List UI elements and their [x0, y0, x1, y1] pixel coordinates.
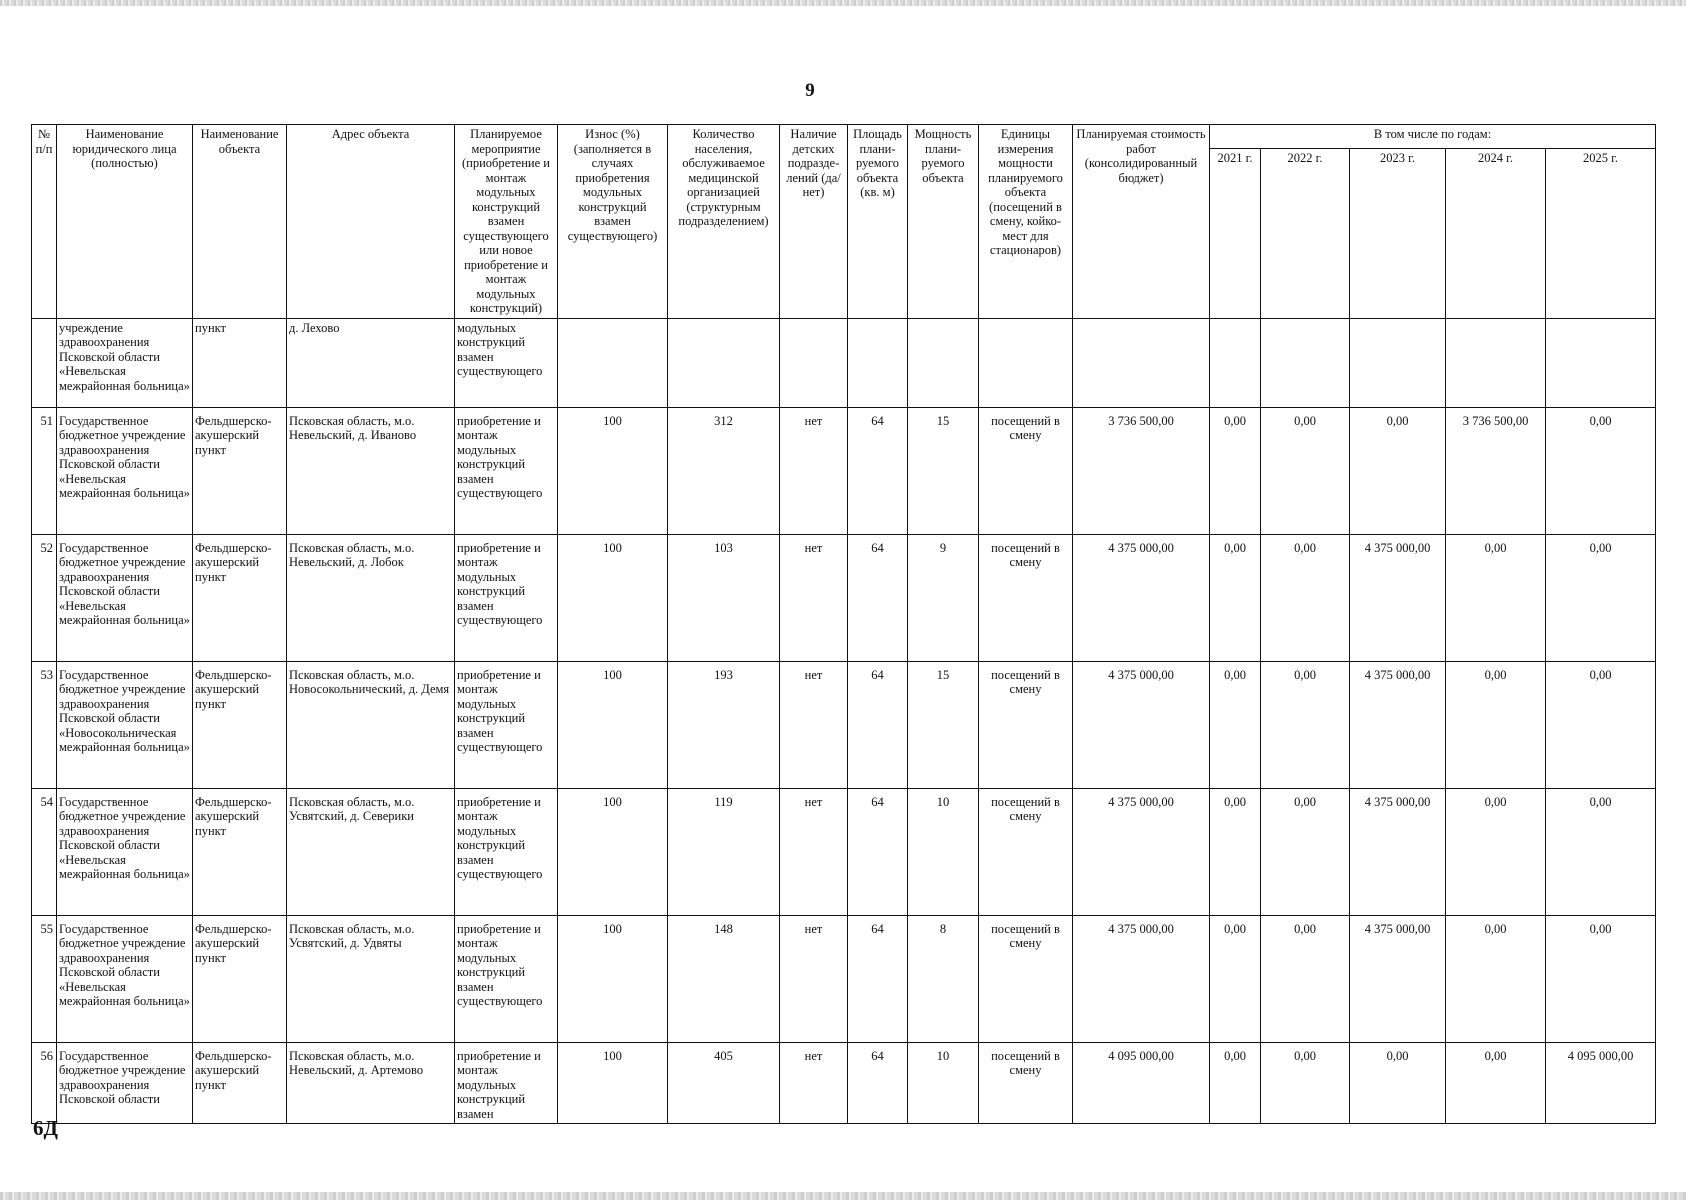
cell-year-2025: 0,00	[1546, 407, 1656, 534]
cell-children-units: нет	[780, 407, 848, 534]
cell-org: Государственное бюджетное учреждение здравоохранения Псковской области «Невельская межрайонная больница»	[57, 788, 193, 915]
cell-wear: 100	[558, 534, 668, 661]
cell-object: Фельдшерско-акушерский пункт	[193, 915, 287, 1042]
cell-children-units	[780, 318, 848, 407]
cell-year-2022: 0,00	[1261, 788, 1350, 915]
header-object: Наименование объекта	[193, 125, 287, 319]
cell-planned-action: приобретение и монтаж модульных конструкций взамен существующего	[455, 661, 558, 788]
cell-population: 193	[668, 661, 780, 788]
cell-year-2023	[1350, 318, 1446, 407]
cell-year-2025: 0,00	[1546, 788, 1656, 915]
header-num: № п/п	[32, 125, 57, 319]
cell-org: Государственное бюджетное учреждение здравоохранения Псковской области	[57, 1042, 193, 1124]
header-units: Единицы измерения мощности планируемого объекта (посещений в смену, койко-мест для стационаров)	[979, 125, 1073, 319]
cell-units: посещений в смену	[979, 1042, 1073, 1124]
scan-edge-bottom	[0, 1192, 1686, 1200]
table-row	[32, 534, 1656, 661]
cell-object: Фельдшерско-акушерский пункт	[193, 788, 287, 915]
cell-cost	[1073, 318, 1210, 407]
cell-wear: 100	[558, 661, 668, 788]
cell-children-units: нет	[780, 661, 848, 788]
cell-area: 64	[848, 407, 908, 534]
cell-year-2023: 4 375 000,00	[1350, 788, 1446, 915]
cell-year-2021: 0,00	[1210, 534, 1261, 661]
cell-planned-action: модульных конструкций взамен существующего	[455, 318, 558, 407]
cell-num: 53	[32, 661, 57, 788]
cell-year-2023: 0,00	[1350, 1042, 1446, 1124]
cell-num: 52	[32, 534, 57, 661]
document-code: 6Д	[33, 1116, 58, 1140]
cell-org: Государственное бюджетное учреждение здравоохранения Псковской области «Новосокольническая межрайонная больница»	[57, 661, 193, 788]
cell-population: 119	[668, 788, 780, 915]
header-year-2021: 2021 г.	[1210, 149, 1261, 318]
continuation-row	[32, 318, 1656, 407]
cell-year-2024: 0,00	[1446, 915, 1546, 1042]
cell-address: Псковская область, м.о. Новосокольнический, д. Демя	[287, 661, 455, 788]
cell-year-2025	[1546, 318, 1656, 407]
cell-wear: 100	[558, 788, 668, 915]
cell-capacity: 8	[908, 915, 979, 1042]
cell-children-units: нет	[780, 915, 848, 1042]
cell-capacity: 15	[908, 661, 979, 788]
header-area: Площадь плани-руемого объекта (кв. м)	[848, 125, 908, 319]
header-planned-action: Планируемое мероприятие (приобретение и монтаж модульных конструкций взамен существующего или новое приобретение и монтаж модульных конструкций)	[455, 125, 558, 319]
registry-table	[31, 124, 1656, 1124]
cell-wear: 100	[558, 915, 668, 1042]
cell-year-2021: 0,00	[1210, 661, 1261, 788]
cell-year-2021: 0,00	[1210, 788, 1261, 915]
cell-address: Псковская область, м.о. Усвятский, д. Удвяты	[287, 915, 455, 1042]
cell-year-2023: 0,00	[1350, 407, 1446, 534]
cell-population	[668, 318, 780, 407]
cell-planned-action: приобретение и монтаж модульных конструкций взамен существующего	[455, 534, 558, 661]
cell-area	[848, 318, 908, 407]
cell-org: Государственное бюджетное учреждение здравоохранения Псковской области «Невельская межрайонная больница»	[57, 534, 193, 661]
cell-population: 405	[668, 1042, 780, 1124]
cell-year-2023: 4 375 000,00	[1350, 661, 1446, 788]
table-row	[32, 1042, 1656, 1124]
cell-year-2023: 4 375 000,00	[1350, 915, 1446, 1042]
cell-units: посещений в смену	[979, 915, 1073, 1042]
cell-area: 64	[848, 1042, 908, 1124]
cell-population: 148	[668, 915, 780, 1042]
cell-population: 312	[668, 407, 780, 534]
cell-year-2025: 4 095 000,00	[1546, 1042, 1656, 1124]
header-years-group: В том числе по годам:	[1210, 125, 1656, 149]
cell-year-2022: 0,00	[1261, 534, 1350, 661]
cell-planned-action: приобретение и монтаж модульных конструкций взамен существующего	[455, 915, 558, 1042]
cell-area: 64	[848, 788, 908, 915]
cell-cost: 4 375 000,00	[1073, 534, 1210, 661]
cell-cost: 3 736 500,00	[1073, 407, 1210, 534]
cell-address: Псковская область, м.о. Невельский, д. Лобок	[287, 534, 455, 661]
cell-capacity	[908, 318, 979, 407]
cell-year-2025: 0,00	[1546, 915, 1656, 1042]
cell-wear: 100	[558, 1042, 668, 1124]
cell-capacity: 10	[908, 788, 979, 915]
cell-year-2024	[1446, 318, 1546, 407]
cell-address: Псковская область, м.о. Невельский, д. Иваново	[287, 407, 455, 534]
cell-address: Псковская область, м.о. Невельский, д. Артемово	[287, 1042, 455, 1124]
header-children-units: Наличие детских подразде-лений (да/нет)	[780, 125, 848, 319]
cell-year-2025: 0,00	[1546, 661, 1656, 788]
cell-children-units: нет	[780, 534, 848, 661]
header-population: Количество населения, обслуживаемое медицинской организацией (структурным подразделением)	[668, 125, 780, 319]
page-number: 9	[805, 80, 815, 101]
cell-year-2023: 4 375 000,00	[1350, 534, 1446, 661]
header-year-2022: 2022 г.	[1261, 149, 1350, 318]
header-year-2025: 2025 г.	[1546, 149, 1656, 318]
cell-children-units: нет	[780, 788, 848, 915]
cell-cost: 4 375 000,00	[1073, 915, 1210, 1042]
cell-num: 51	[32, 407, 57, 534]
cell-cost: 4 095 000,00	[1073, 1042, 1210, 1124]
cell-year-2022: 0,00	[1261, 1042, 1350, 1124]
cell-capacity: 9	[908, 534, 979, 661]
cell-year-2022: 0,00	[1261, 915, 1350, 1042]
cell-year-2022	[1261, 318, 1350, 407]
cell-area: 64	[848, 915, 908, 1042]
cell-num: 54	[32, 788, 57, 915]
cell-planned-action: приобретение и монтаж модульных конструкций взамен	[455, 1042, 558, 1124]
cell-units: посещений в смену	[979, 407, 1073, 534]
cell-planned-action: приобретение и монтаж модульных конструкций взамен существующего	[455, 407, 558, 534]
scan-edge-top	[0, 0, 1686, 6]
cell-year-2021: 0,00	[1210, 915, 1261, 1042]
cell-address: Псковская область, м.о. Усвятский, д. Северики	[287, 788, 455, 915]
cell-year-2021: 0,00	[1210, 1042, 1261, 1124]
header-wear: Износ (%) (заполняется в случаях приобретения модульных конструкций взамен существующего)	[558, 125, 668, 319]
header-year-2023: 2023 г.	[1350, 149, 1446, 318]
cell-units	[979, 318, 1073, 407]
cell-org: учреждение здравоохранения Псковской области «Невельская межрайонная больница»	[57, 318, 193, 407]
cell-year-2025: 0,00	[1546, 534, 1656, 661]
cell-year-2024: 0,00	[1446, 534, 1546, 661]
cell-object: пункт	[193, 318, 287, 407]
cell-area: 64	[848, 661, 908, 788]
cell-units: посещений в смену	[979, 661, 1073, 788]
cell-year-2021	[1210, 318, 1261, 407]
cell-children-units: нет	[780, 1042, 848, 1124]
table-row	[32, 661, 1656, 788]
cell-num: 55	[32, 915, 57, 1042]
header-org: Наименование юридического лица (полностью)	[57, 125, 193, 319]
table-row	[32, 915, 1656, 1042]
cell-cost: 4 375 000,00	[1073, 661, 1210, 788]
cell-year-2024: 0,00	[1446, 788, 1546, 915]
cell-year-2024: 3 736 500,00	[1446, 407, 1546, 534]
cell-area: 64	[848, 534, 908, 661]
cell-year-2022: 0,00	[1261, 407, 1350, 534]
cell-units: посещений в смену	[979, 788, 1073, 915]
cell-org: Государственное бюджетное учреждение здравоохранения Псковской области «Невельская межрайонная больница»	[57, 407, 193, 534]
cell-wear: 100	[558, 407, 668, 534]
cell-wear	[558, 318, 668, 407]
cell-planned-action: приобретение и монтаж модульных конструкций взамен существующего	[455, 788, 558, 915]
cell-num	[32, 318, 57, 407]
cell-address: д. Лехово	[287, 318, 455, 407]
cell-org: Государственное бюджетное учреждение здравоохранения Псковской области «Невельская межрайонная больница»	[57, 915, 193, 1042]
header-address: Адрес объекта	[287, 125, 455, 319]
cell-capacity: 15	[908, 407, 979, 534]
cell-cost: 4 375 000,00	[1073, 788, 1210, 915]
cell-year-2022: 0,00	[1261, 661, 1350, 788]
table-row	[32, 788, 1656, 915]
cell-num: 56	[32, 1042, 57, 1124]
cell-object: Фельдшерско-акушерский пункт	[193, 534, 287, 661]
header-capacity: Мощность плани-руемого объекта	[908, 125, 979, 319]
cell-year-2024: 0,00	[1446, 661, 1546, 788]
header-year-2024: 2024 г.	[1446, 149, 1546, 318]
cell-year-2024: 0,00	[1446, 1042, 1546, 1124]
cell-object: Фельдшерско-акушерский пункт	[193, 661, 287, 788]
header-cost: Планируемая стоимость работ (консолидированный бюджет)	[1073, 125, 1210, 319]
table-row	[32, 407, 1656, 534]
header-row	[32, 125, 1656, 149]
cell-units: посещений в смену	[979, 534, 1073, 661]
cell-year-2021: 0,00	[1210, 407, 1261, 534]
cell-capacity: 10	[908, 1042, 979, 1124]
cell-object: Фельдшерско-акушерский пункт	[193, 1042, 287, 1124]
cell-population: 103	[668, 534, 780, 661]
cell-object: Фельдшерско-акушерский пункт	[193, 407, 287, 534]
